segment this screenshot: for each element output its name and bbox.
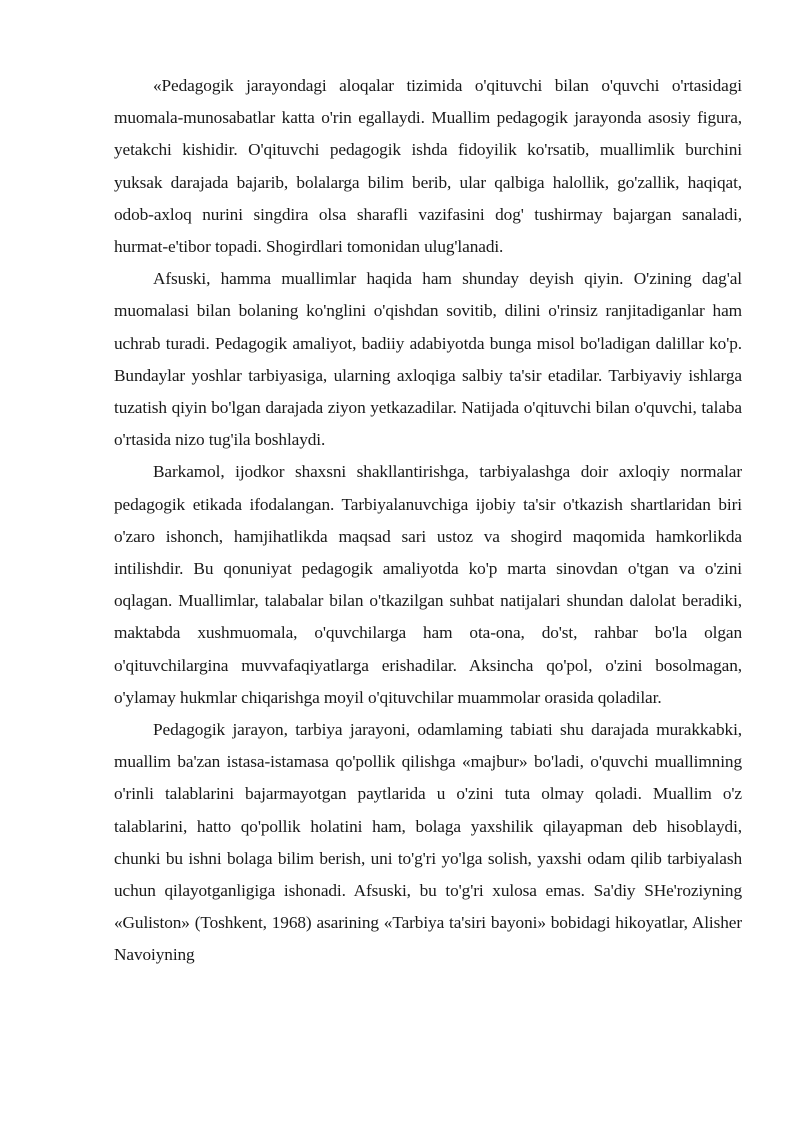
paragraph-2: Afsuski, hamma muallimlar haqida ham shunday deyish qiyin. O'zining dag'al muomalasi bilan bolaning ko'nglini o'qishdan sovitib, dilini o'rinsiz ranjitadiganlar ham uchrab turadi. Pedagogik amaliyot, badiiy adabiyotda bunga misol bo'ladigan dalillar ko'p. Bundaylar yoshlar tarbiyasiga, ularning axloqiga salbiy ta'sir etadilar. Tarbiyaviy ishlarga tuzatish qiyin bo'lgan darajada ziyon yetkazadilar. Natijada o'qituvchi bilan o'quvchi, talaba o'rtasida nizo tug'ila boshlaydi. (114, 269, 742, 450)
paragraph-3: Barkamol, ijodkor shaxsni shakllantirishga, tarbiyalashga doir axloqiy normalar pedagogik etikada ifodalangan. Tarbiyalanuvchiga ijobiy ta'sir o'tkazish shartlaridan biri o'zaro ishonch, hamjihatlikda maqsad sari ustoz va shogird maqomida hamkorlikda intilishdir. Bu qonuniyat pedagogik amaliyotda ko'p marta sinovdan o'tgan va o'zini oqlagan. Muallimlar, talabalar bilan o'tkazilgan suhbat natijalari shundan dalolat beradiki, maktabda xushmuomala, o'quvchilarga ham ota-ona, do'st, rahbar bo'la olgan o'qituvchilargina muvvafaqiyatlarga erishadilar. Aksincha qo'pol, o'zini bosolmagan, o'ylamay hukmlar chiqarishga moyil o'qituvchilar muammolar orasida qoladilar. (114, 462, 742, 707)
document-page (114, 70, 742, 972)
paragraph-1: «Pedagogik jarayondagi aloqalar tizimida o'qituvchi bilan o'quvchi o'rtasidagi muomala-munosabatlar katta o'rin egallaydi. Muallim pedagogik jarayonda asosiy figura, yetakchi kishidir. O'qituvchi pedagogik ishda fidoyilik ko'rsatib, muallimlik burchini yuksak darajada bajarib, bolalarga bilim berib, ular qalbiga halollik, go'zallik, haqiqat, odob-axloq nurini singdira olsa sharafli vazifasini dog' tushirmay bajargan sanaladi, hurmat-e'tibor topadi. Shogirdlari tomonidan ulug'lanadi. (114, 76, 742, 257)
paragraph-4: Pedagogik jarayon, tarbiya jarayoni, odamlaming tabiati shu darajada murakkabki, muallim ba'zan istasa-istamasa qo'pollik qilishga «majbur» bo'ladi, o'quvchi muallimning o'rinli talablarini bajarmayotgan paytlarida u o'zini tuta olmay qoladi. Muallim o'z talablarini, hatto qo'pollik holatini ham, bolaga yaxshilik qilayapman deb hisoblaydi, chunki bu ishni bolaga bilim berish, uni to'g'ri yo'lga solish, yaxshi odam qilib tarbiyalash uchun qilayotganligiga ishonadi. Afsuski, bu to'g'ri xulosa emas. Sa'diy SHe'roziyning «Guliston» (Toshkent, 1968) asarining «Tarbiya ta'siri bayoni» bobidagi hikoyatlar, Alisher Navoiyning (114, 720, 742, 965)
